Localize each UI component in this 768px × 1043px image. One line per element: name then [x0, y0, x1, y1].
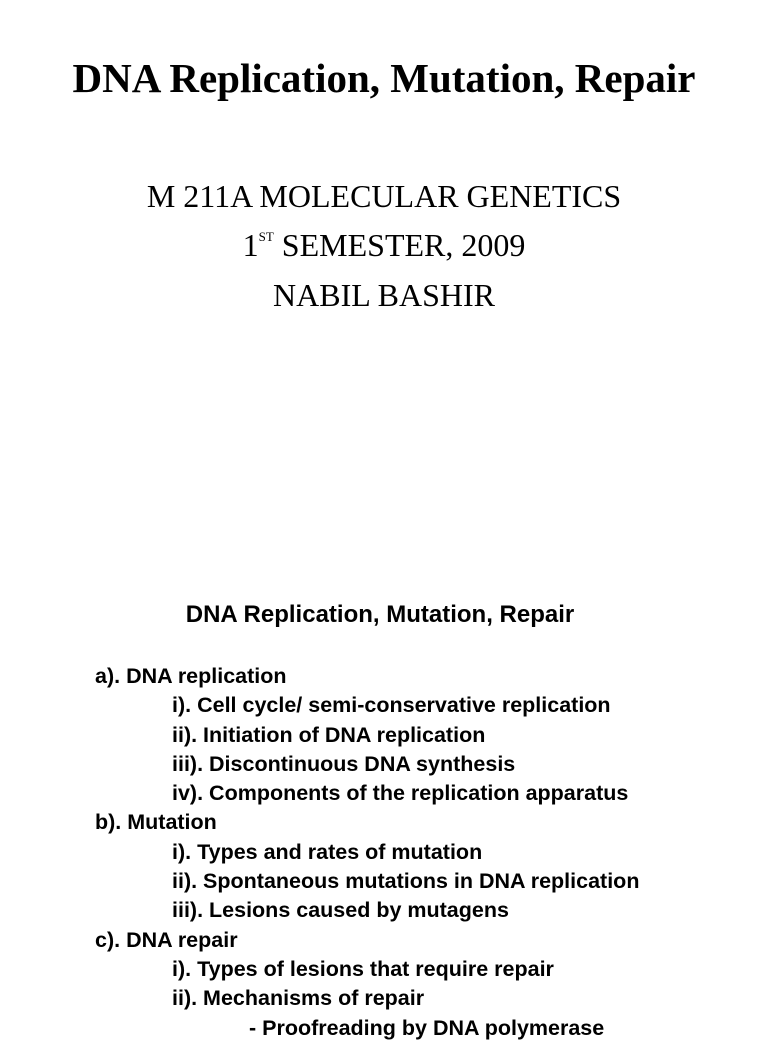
list-item: i). Types and rates of mutation: [172, 839, 483, 864]
nested-items: [172, 1014, 639, 1043]
list-item: iii). Lesions caused by mutagens: [172, 898, 509, 923]
outline-section: [95, 662, 639, 808]
list-item: iv). Components of the replication apparatus: [172, 781, 629, 806]
outline-list: [95, 662, 639, 1043]
course-name: M 211A MOLECULAR GENETICS: [146, 178, 622, 214]
section-items: [95, 691, 639, 808]
section-label: c). DNA repair: [95, 927, 238, 952]
section-label: b). Mutation: [95, 810, 217, 835]
outline-slide: [0, 560, 768, 1040]
list-item-text: ii). Mechanisms of repair: [172, 986, 425, 1011]
outline-section: [95, 926, 639, 1043]
outline-section: [95, 808, 639, 925]
list-item: [172, 984, 639, 1043]
section-items: [95, 838, 639, 926]
list-item: iii). Discontinuous DNA synthesis: [172, 751, 516, 776]
list-item: - Proofreading by DNA polymerase: [249, 1015, 605, 1040]
list-item: i). Types of lesions that require repair: [172, 956, 554, 981]
semester-line: [0, 227, 768, 270]
semester-text: SEMESTER, 2009: [273, 227, 526, 263]
author-name: NABIL BASHIR: [273, 277, 495, 313]
list-item: i). Cell cycle/ semi-conservative replication: [172, 693, 611, 718]
slide-title: DNA Replication, Mutation, Repair: [72, 55, 696, 101]
outline-heading: DNA Replication, Mutation, Repair: [185, 601, 575, 628]
section-label: a). DNA replication: [95, 664, 287, 688]
semester-ordinal-suffix: ST: [258, 229, 274, 244]
section-items: [95, 955, 639, 1043]
semester-number: 1: [242, 227, 259, 263]
list-item: ii). Spontaneous mutations in DNA replication: [172, 869, 640, 894]
list-item: ii). Initiation of DNA replication: [172, 722, 486, 747]
